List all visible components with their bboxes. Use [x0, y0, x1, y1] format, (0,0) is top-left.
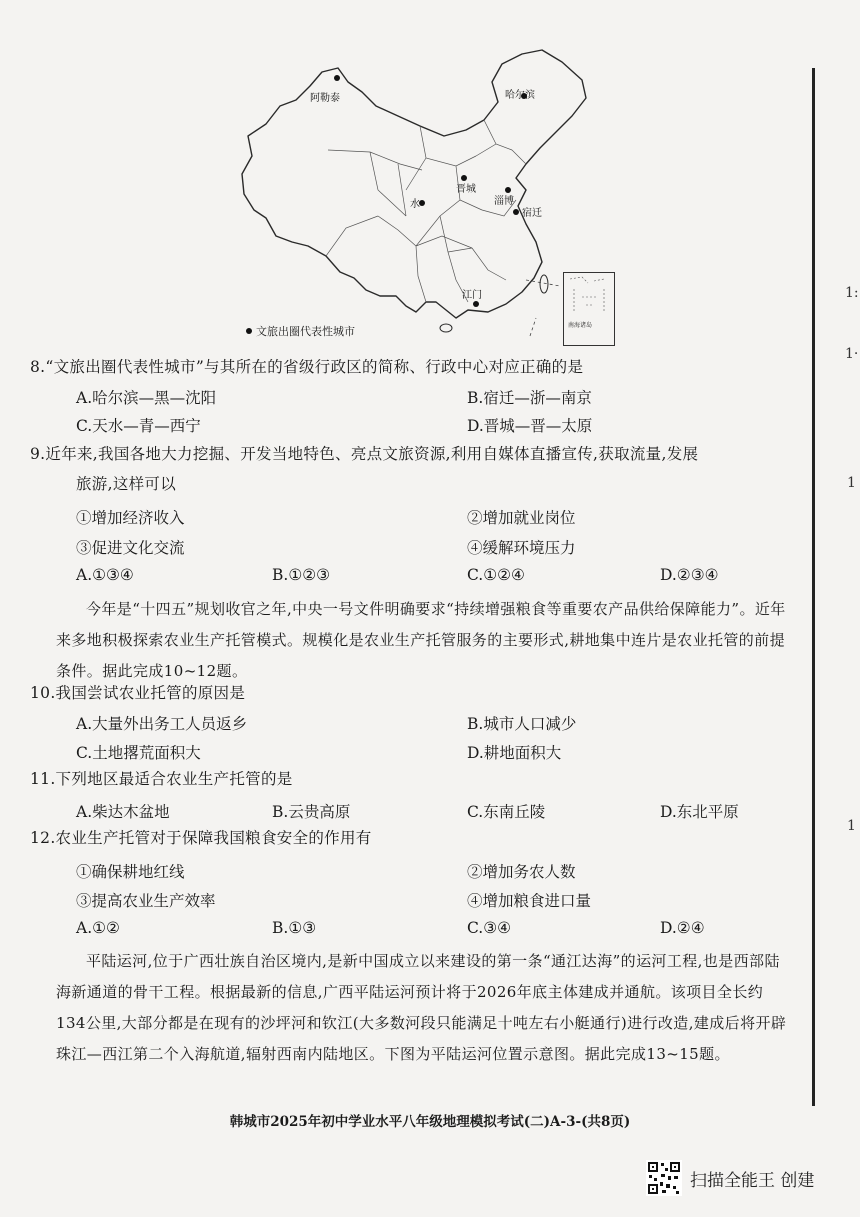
- city-label: 哈尔滨: [505, 90, 535, 101]
- city-dot-altay: [334, 75, 340, 81]
- q9-option-d: D.②③④: [660, 566, 719, 584]
- q9-item-1: ①增加经济收入: [76, 509, 185, 527]
- q11-option-d: D.东北平原: [660, 803, 739, 821]
- taiwan-island: [540, 275, 548, 293]
- q11-stem: 11.下列地区最适合农业生产托管的是: [30, 770, 293, 788]
- q12-option-d: D.②④: [660, 919, 705, 937]
- city-dot-suqian: [513, 209, 519, 215]
- china-map: [230, 40, 620, 345]
- province-borders: [326, 120, 526, 302]
- qr-code-icon: [646, 1160, 682, 1196]
- city-label: 淄博: [494, 196, 514, 207]
- q12-option-b: B.①③: [272, 919, 317, 937]
- q11-option-a: A.柴达木盆地: [76, 803, 170, 821]
- q12-item-3: ③提高农业生产效率: [76, 892, 216, 910]
- passage-13-15: 平陆运河,位于广西壮族自治区境内,是新中国成立以来建设的第一条“通江达海”的运河工程,也是西部陆海新通道的骨干工程。根据最新的信息,广西平陆运河预计将于2026年底主体建成并通航。该项目全长约134公里,大部分都是在现有的沙坪河和钦江(大多数河段只能满足十吨左右小艇通行)进行改造,建成后将开辟珠江—西江第二个入海航道,辐射西南内陆地区。下图为平陆运河位置示意图。据此完成13~15题。: [56, 952, 787, 1063]
- binding-edge-line: [812, 68, 815, 1106]
- page-footer: 韩城市2025年初中学业水平八年级地理模拟考试(二)A-3-(共8页): [229, 1114, 631, 1130]
- q10-option-c: C.土地撂荒面积大: [76, 744, 201, 762]
- q10-option-a: A.大量外出务工人员返乡: [76, 715, 248, 733]
- q9-item-4: ④缓解环境压力: [467, 539, 576, 557]
- city-dot-jincheng: [461, 175, 467, 181]
- q12-item-1: ①确保耕地红线: [76, 863, 185, 881]
- q12-stem: 12.农业生产托管对于保障我国粮食安全的作用有: [30, 829, 372, 847]
- q8-option-c: C.天水—青—西宁: [76, 417, 201, 435]
- q12-item-2: ②增加务农人数: [467, 863, 576, 881]
- inset-label: 南海诸岛: [568, 322, 593, 329]
- q12-item-4: ④增加粮食进口量: [467, 892, 592, 910]
- q9-option-c: C.①②④: [467, 566, 525, 584]
- edge-mark: 1·: [845, 346, 859, 362]
- q8-option-a: A.哈尔滨—黑—沈阳: [76, 389, 217, 407]
- city-label: 晋城: [456, 184, 476, 195]
- q10-stem: 10.我国尝试农业托管的原因是: [30, 684, 246, 702]
- city-markers: [334, 75, 527, 307]
- south-china-sea-inset: [563, 272, 615, 346]
- q9-stem: 9.近年来,我国各地大力挖掘、开发当地特色、亮点文旅资源,利用自媒体直播宣传,获取流量,发展: [30, 445, 699, 463]
- q9-stem-cont: 旅游,这样可以: [76, 475, 177, 493]
- q11-option-c: C.东南丘陵: [467, 803, 546, 821]
- q9-option-b: B.①②③: [272, 566, 331, 584]
- q8-stem: 8.“文旅出圈代表性城市”与其所在的省级行政区的简称、行政中心对应正确的是: [30, 358, 584, 376]
- hainan-island: [440, 324, 452, 332]
- scanner-watermark: [646, 1160, 814, 1196]
- legend-label: 文旅出圈代表性城市: [256, 325, 355, 338]
- legend-dot-icon: [246, 328, 252, 334]
- passage-10-12: 今年是“十四五”规划收官之年,中央一号文件明确要求“持续增强粮食等重要农产品供给保障能力”。近年来多地积极探索农业生产托管模式。规模化是农业生产托管服务的主要形式,耕地集中连片是农业托管的前提条件。据此完成10~12题。: [56, 600, 786, 680]
- map-legend: [246, 323, 355, 339]
- q9-option-a: A.①③④: [76, 566, 134, 584]
- q12-option-a: A.①②: [76, 919, 120, 937]
- edge-mark: 1: [847, 475, 856, 491]
- edge-mark: 1: [847, 818, 856, 834]
- city-dot-jiangmen: [473, 301, 479, 307]
- q10-option-d: D.耕地面积大: [467, 744, 562, 762]
- city-label: 宿迁: [522, 208, 542, 219]
- q8-option-b: B.宿迁—浙—南京: [467, 389, 592, 407]
- china-map-figure: [230, 40, 620, 345]
- q10-option-b: B.城市人口减少: [467, 715, 577, 733]
- city-label: 水: [410, 199, 420, 210]
- city-dot-zibo: [505, 187, 511, 193]
- city-label: 阿勒泰: [310, 93, 340, 104]
- q9-item-3: ③促进文化交流: [76, 539, 185, 557]
- q11-option-b: B.云贵高原: [272, 803, 351, 821]
- city-label: 江门: [462, 290, 482, 301]
- edge-mark: 1:: [845, 285, 859, 301]
- q9-item-2: ②增加就业岗位: [467, 509, 576, 527]
- q12-option-c: C.③④: [467, 919, 512, 937]
- scanner-label: 扫描全能王 创建: [690, 1170, 815, 1191]
- inset-sketch: [564, 273, 614, 318]
- q8-option-d: D.晋城—晋—太原: [467, 417, 593, 435]
